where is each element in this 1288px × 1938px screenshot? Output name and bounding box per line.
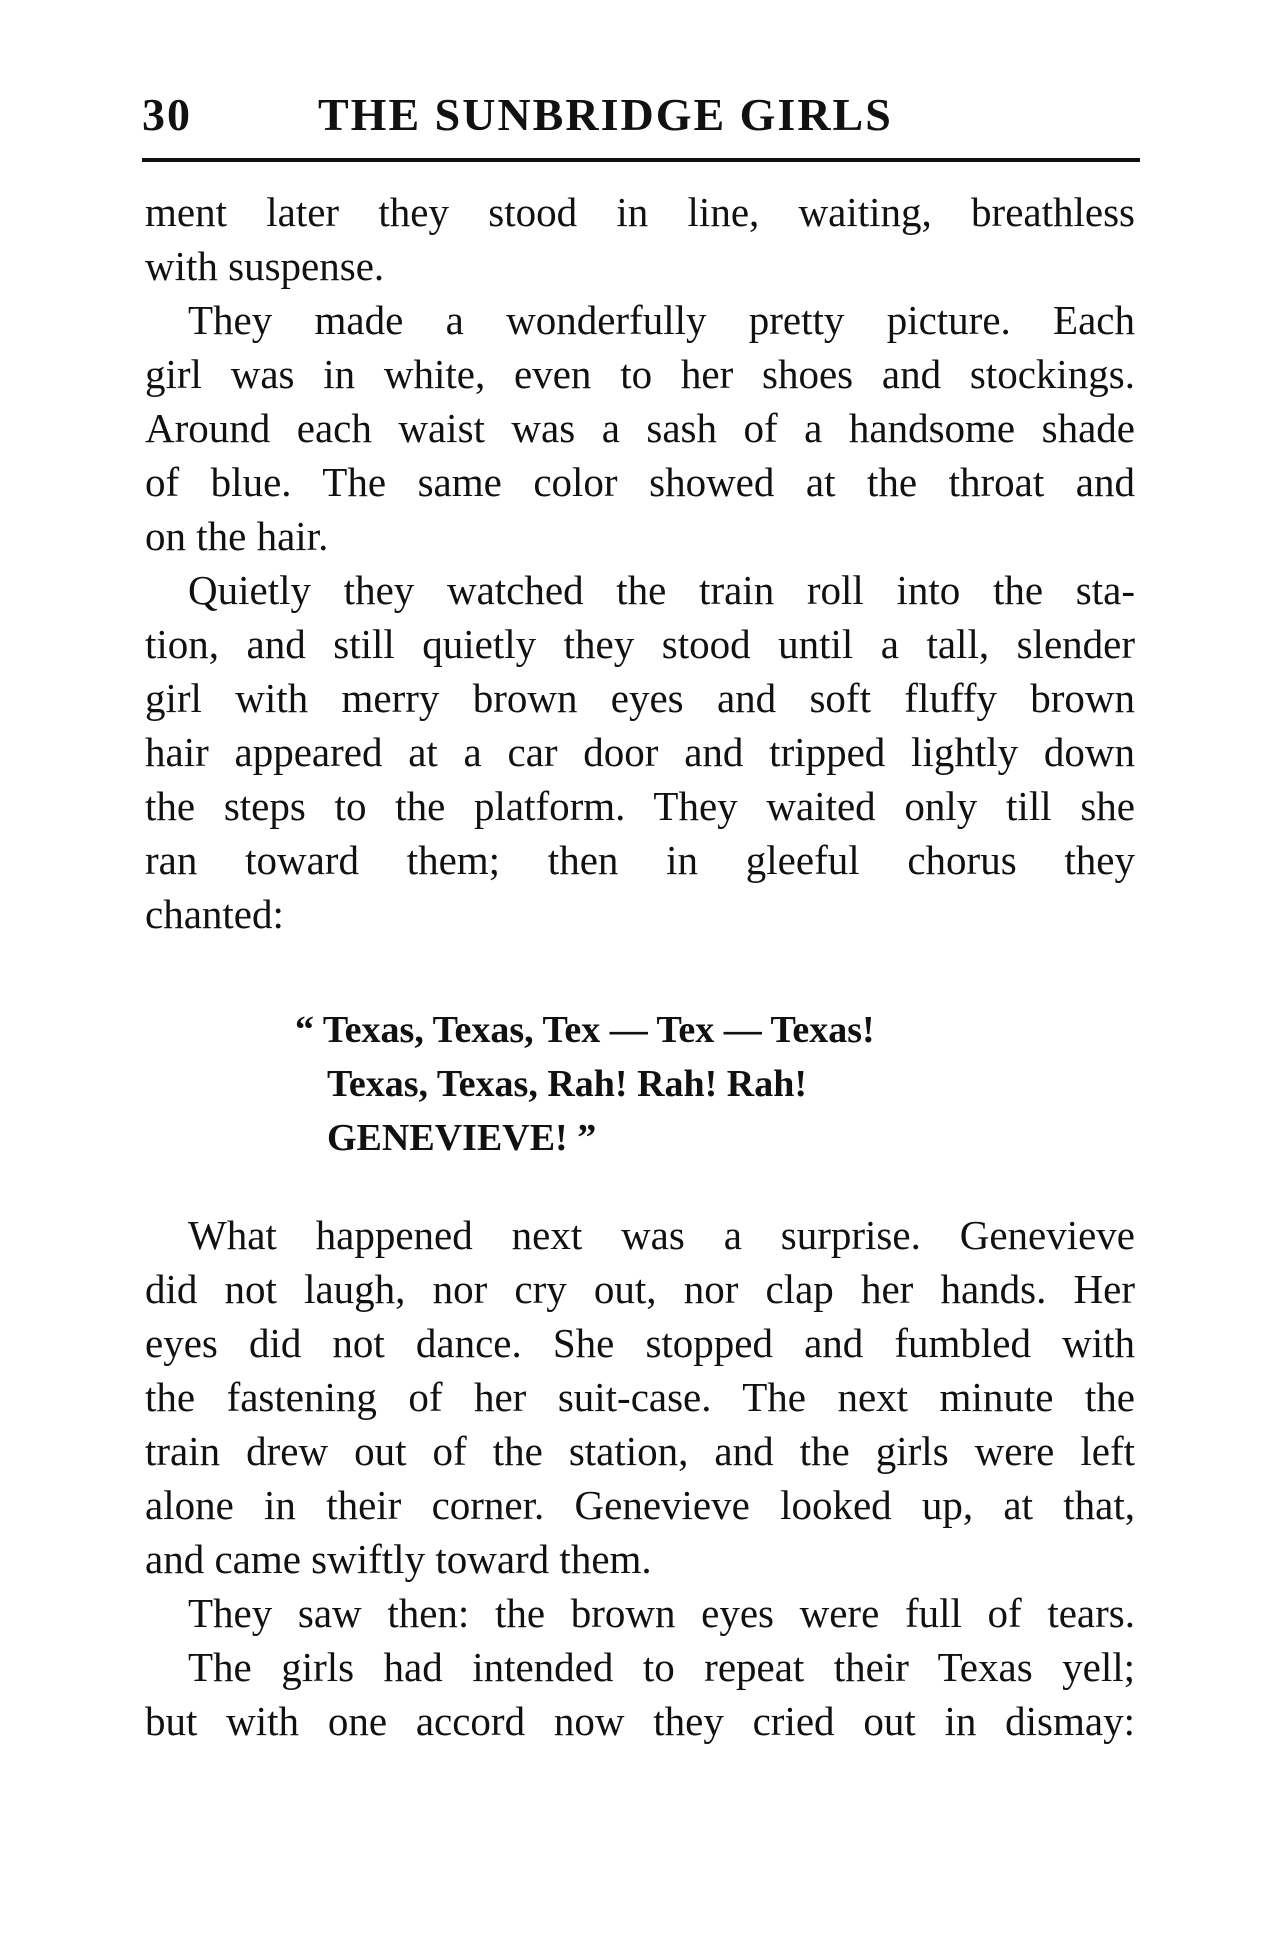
text-line: of blue. The same color showed at the throat and — [145, 459, 1135, 505]
text-line: Quietly they watched the train roll into the sta- — [188, 567, 1135, 613]
text-line: on the hair. — [145, 513, 329, 559]
text-line: tion, and still quietly they stood until a tall, slender — [145, 621, 1135, 667]
header-rule — [142, 158, 1140, 162]
chant-line: GENEVIEVE! ” — [327, 1117, 597, 1159]
text-line: girl with merry brown eyes and soft fluffy brown — [145, 675, 1135, 721]
text-line: ment later they stood in line, waiting, breathless — [145, 189, 1135, 235]
text-line: but with one accord now they cried out in dismay: — [145, 1698, 1135, 1744]
page-number: 30 — [142, 89, 192, 140]
chant-line: Texas, Texas, Rah! Rah! Rah! — [327, 1063, 808, 1105]
text-line: eyes did not dance. She stopped and fumbled with — [145, 1320, 1135, 1366]
text-line: with suspense. — [145, 243, 385, 289]
chant-line: “ Texas, Texas, Tex — Tex — Texas! — [295, 1009, 875, 1051]
book-title: THE SUNBRIDGE GIRLS — [318, 89, 893, 140]
text-line: the fastening of her suit-case. The next minute the — [145, 1374, 1135, 1420]
text-line: did not laugh, nor cry out, nor clap her hands. Her — [145, 1266, 1135, 1312]
text-line: alone in their corner. Genevieve looked up, at that, — [145, 1482, 1135, 1528]
text-line: What happened next was a surprise. Genevieve — [188, 1212, 1135, 1258]
text-line: and came swiftly toward them. — [145, 1536, 652, 1582]
text-line: train drew out of the station, and the girls were left — [145, 1428, 1135, 1474]
text-line: ran toward them; then in gleeful chorus they — [145, 837, 1135, 883]
text-line: girl was in white, even to her shoes and stockings. — [145, 351, 1135, 397]
text-line: They made a wonderfully pretty picture. Each — [188, 297, 1135, 343]
text-line: hair appeared at a car door and tripped lightly down — [145, 729, 1135, 775]
text-line: The girls had intended to repeat their Texas yell; — [188, 1644, 1135, 1690]
text-line: Around each waist was a sash of a handsome shade — [145, 405, 1135, 451]
text-line: They saw then: the brown eyes were full of tears. — [188, 1590, 1135, 1636]
running-head — [142, 88, 1142, 150]
text-line: the steps to the platform. They waited only till she — [145, 783, 1135, 829]
text-line: chanted: — [145, 891, 284, 937]
